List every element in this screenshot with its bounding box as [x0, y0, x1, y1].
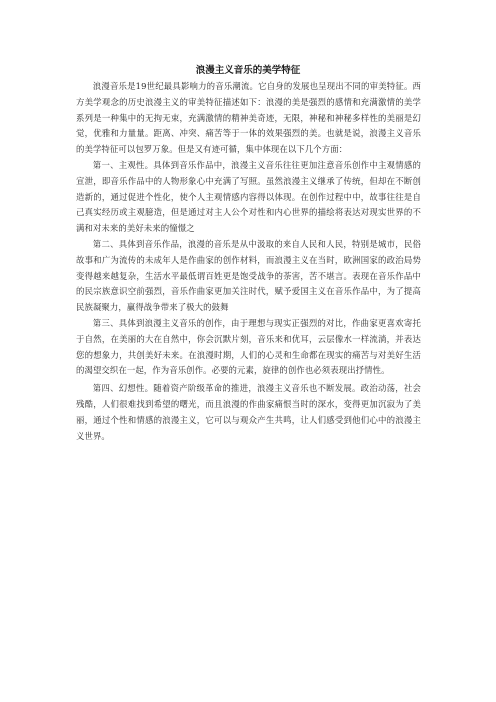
paragraph-subjectivity: 第一、主观性。具体到音乐作品中，浪漫主义音乐往往更加注意音乐创作中主观情感的宣泄，即音乐作品中的人物形象心中充满了写照。虽然浪漫主义继承了传统，但却在不断创造新的，通过促进个性化，使个人主观情感内容得以体现。在创作过程中中，故事往往是自己真实经历或主观臆造，但是通过对主人公个对性和内心世界的描绘将表达对现实世界的不满和对未来的美好未来的憧憬之: [76, 159, 421, 234]
paragraph-fantasy: 第四、幻想性。随着资产阶级革命的推进，浪漫主义音乐也不断发展。政治动荡，社会残酷，人们很难找到希望的曙光，而且浪漫的作曲家痛恨当时的深水，变得更加沉寂为了美丽，通过个性和情感的浪漫主义，它可以与观众产生共鸣，让人们感受到他们心中的浪漫主义世界。: [76, 383, 421, 441]
document-body: [76, 79, 421, 444]
document-title: 浪漫主义音乐的美学特征: [195, 65, 301, 76]
paragraph-nationality: 第二、具体到音乐作品，浪漫的音乐是从中汲取的来自人民和人民，特别是城市，民俗故事和广为流传的未成年人是作曲家的创作材料，而浪漫主义在当时，欧洲国家的政治局势变得越来越复杂，生活水平最低谓百姓更是饱受战争的荼害，苦不堪言。表现在音乐作品中的民宗族意识空前强烈，音乐作曲家更加关注时代，赋予爱国主义在音乐作品中，为了提高民族凝聚力，赢得战争带来了极大的鼓舞: [76, 238, 421, 313]
paragraph-intro: 浪漫音乐是19世纪最具影响力的音乐潮流。它自身的发展也呈现出不同的审美特征。西方美学观念的历史浪漫主义的审美特征描述如下：浪漫的美是强烈的感情和充满激情的美学系列是一种集中的无拘无束，充满激情的精神美奇迹，无限，神秘和神秘多样性的美丽是幻觉，优雅和力量量。距离、冲突、痛苦等于一体的效果强烈的美。也就是说，浪漫主义音乐的美学特征可以包罗万象。但是又有迹可循，集中体现在以下几个方面：: [76, 81, 421, 155]
paragraph-nature-lyricism: 第三、具体到浪漫主义音乐的创作，由于理想与现实正强烈的对比，作曲家更喜欢寄托于自然，在美丽的大在自然中，你会沉默片刻，音乐来和优耳，云层像水一样流淌，并表达您的想象力，共创美好未来。在浪漫时期，人们的心灵和生命都在现实的痛苦与对美好生活的渴望交织在一起，作为音乐创作。必要的元素，旋律的创作也必须表现出抒情性。: [76, 317, 421, 376]
